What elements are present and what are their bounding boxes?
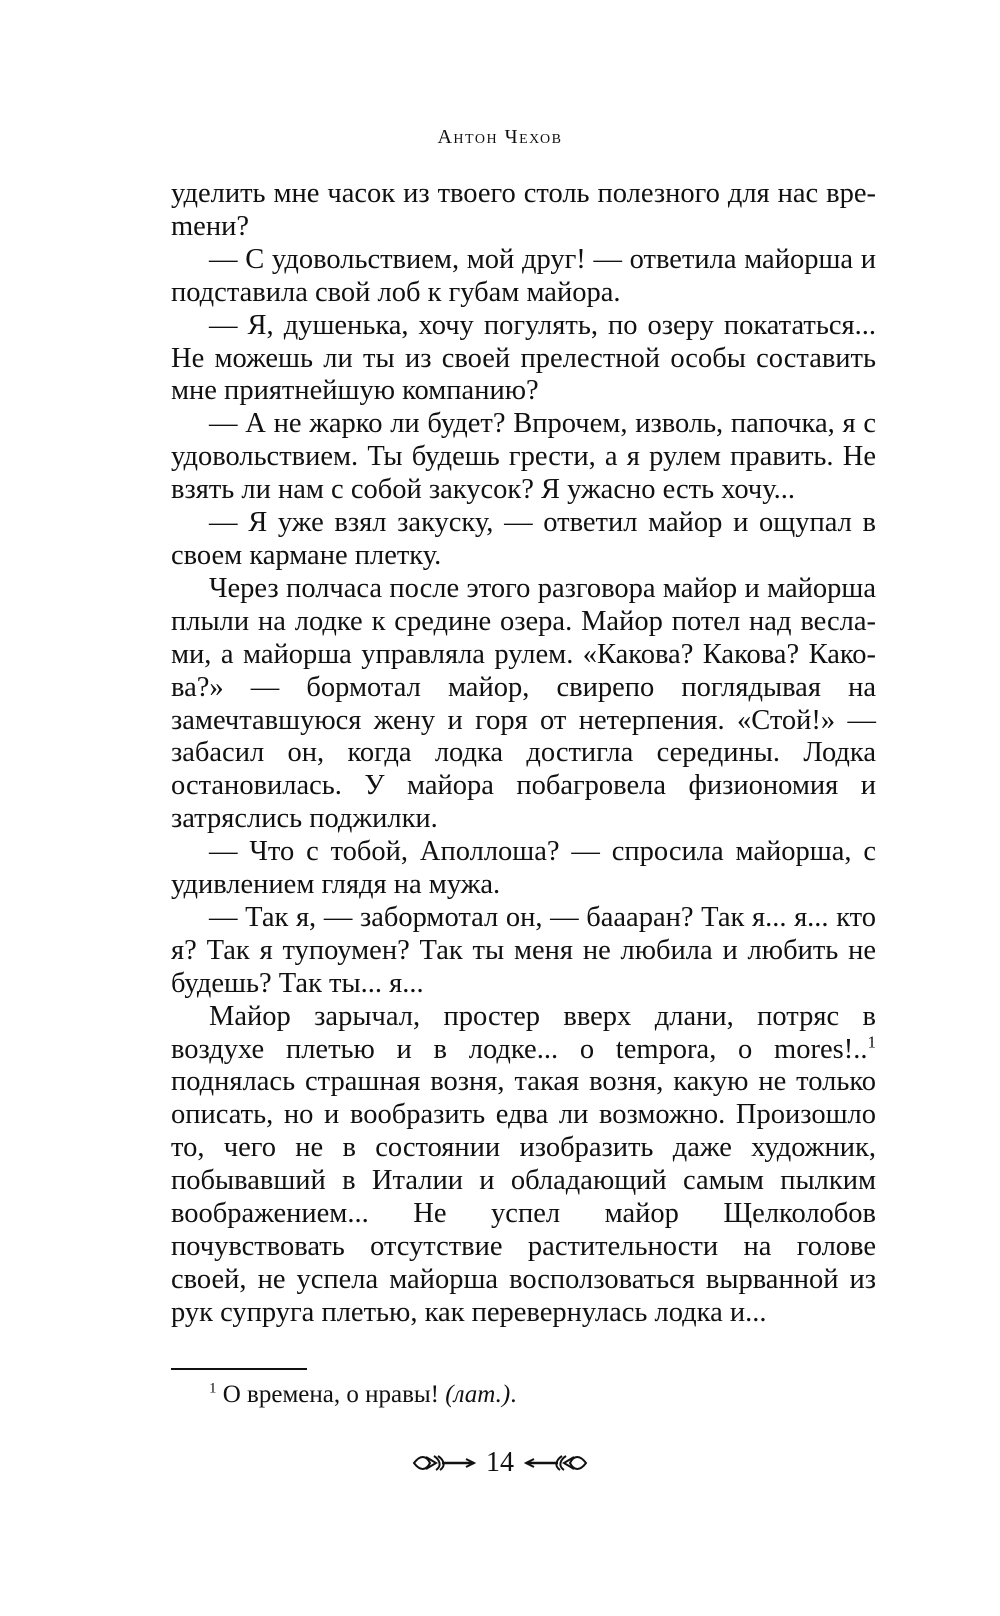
ornament-left-icon	[412, 1452, 476, 1474]
page-footer	[0, 1445, 1000, 1481]
paragraph: — Так я, — забормотал он, — бааaран? Так я... я... кто я? Так я тупоумен? Так ты меня не любила и любить не будешь? Так ты... я...	[171, 901, 876, 999]
footnote-text: О времена, о нравы!	[216, 1381, 446, 1408]
paragraph: Через полчаса после этого разговора майор и майорша плыли на лодке к средине озера. Майор потел над веслами, а майорша управляла рулем. «Какова? Какова? Какова?» — бормотал майор, свирепо поглядывая на замечтавшуюся жену и горя от нетерпения. «Стой!» — забасил он, когда лодка достигла середины. Лодка остановилась. У майора побагровела физиономия и затряслись поджилки.	[171, 572, 876, 835]
footnote-divider	[171, 1368, 307, 1370]
ornament-right-icon	[524, 1452, 588, 1474]
footnote-reference: 1	[867, 1032, 876, 1052]
footnote	[209, 1380, 869, 1410]
page-number: 14	[486, 1447, 514, 1478]
footnote-marker: 1	[209, 1380, 217, 1397]
paragraph: — Я уже взял закуску, — ответил майор и ощупал в своем кармане плетку.	[171, 507, 876, 571]
paragraph: уделить мне часок из твоего столь полезного для нас вреmени?	[171, 178, 876, 242]
paragraph-text: поднялась страшная возня, такая возня, какую не только описать, но и вообразить едва ли возможно. Произошло то, чего не в состоянии изобразить даже художник, побывавший в Италии и обладающий самым пылким воображением... Не успел майор Щелколобов почувствовать отсутствие растительности на голове своей, не успела майорша восползоваться вырванной из рук супруга плетью, как перевернулась лодка и...	[171, 1066, 876, 1328]
running-head: Антон Чехов	[437, 126, 563, 148]
paragraph: — Что с тобой, Аполлоша? — спросила майорша, с удивлением глядя на мужа.	[171, 836, 876, 901]
paragraph: — Я, душенька, хочу погулять, по озеру покататься... Не можешь ли ты из своей прелестной особы составить мне приятнейшую компанию?	[171, 309, 876, 407]
footnote-end: .	[510, 1381, 517, 1408]
paragraph-text: Майор зарычал, простер вверх длани, потряс в воздухе плетью и в лодке... о tempora, о mores!..	[171, 1000, 876, 1065]
paragraph: — С удовольствием, мой друг! — ответила майорша и подставила свой лоб к губам майора.	[171, 243, 876, 308]
body-text	[171, 178, 876, 1330]
paragraph	[171, 1001, 876, 1330]
paragraph: — А не жарко ли будет? Впрочем, изволь, папочка, я с удовольствием. Ты будешь грести, а я рулем править. Не взять ли нам с собой закусок? Я ужасно есть хочу...	[171, 408, 876, 506]
footnote-language-note: (лат.)	[445, 1381, 511, 1408]
